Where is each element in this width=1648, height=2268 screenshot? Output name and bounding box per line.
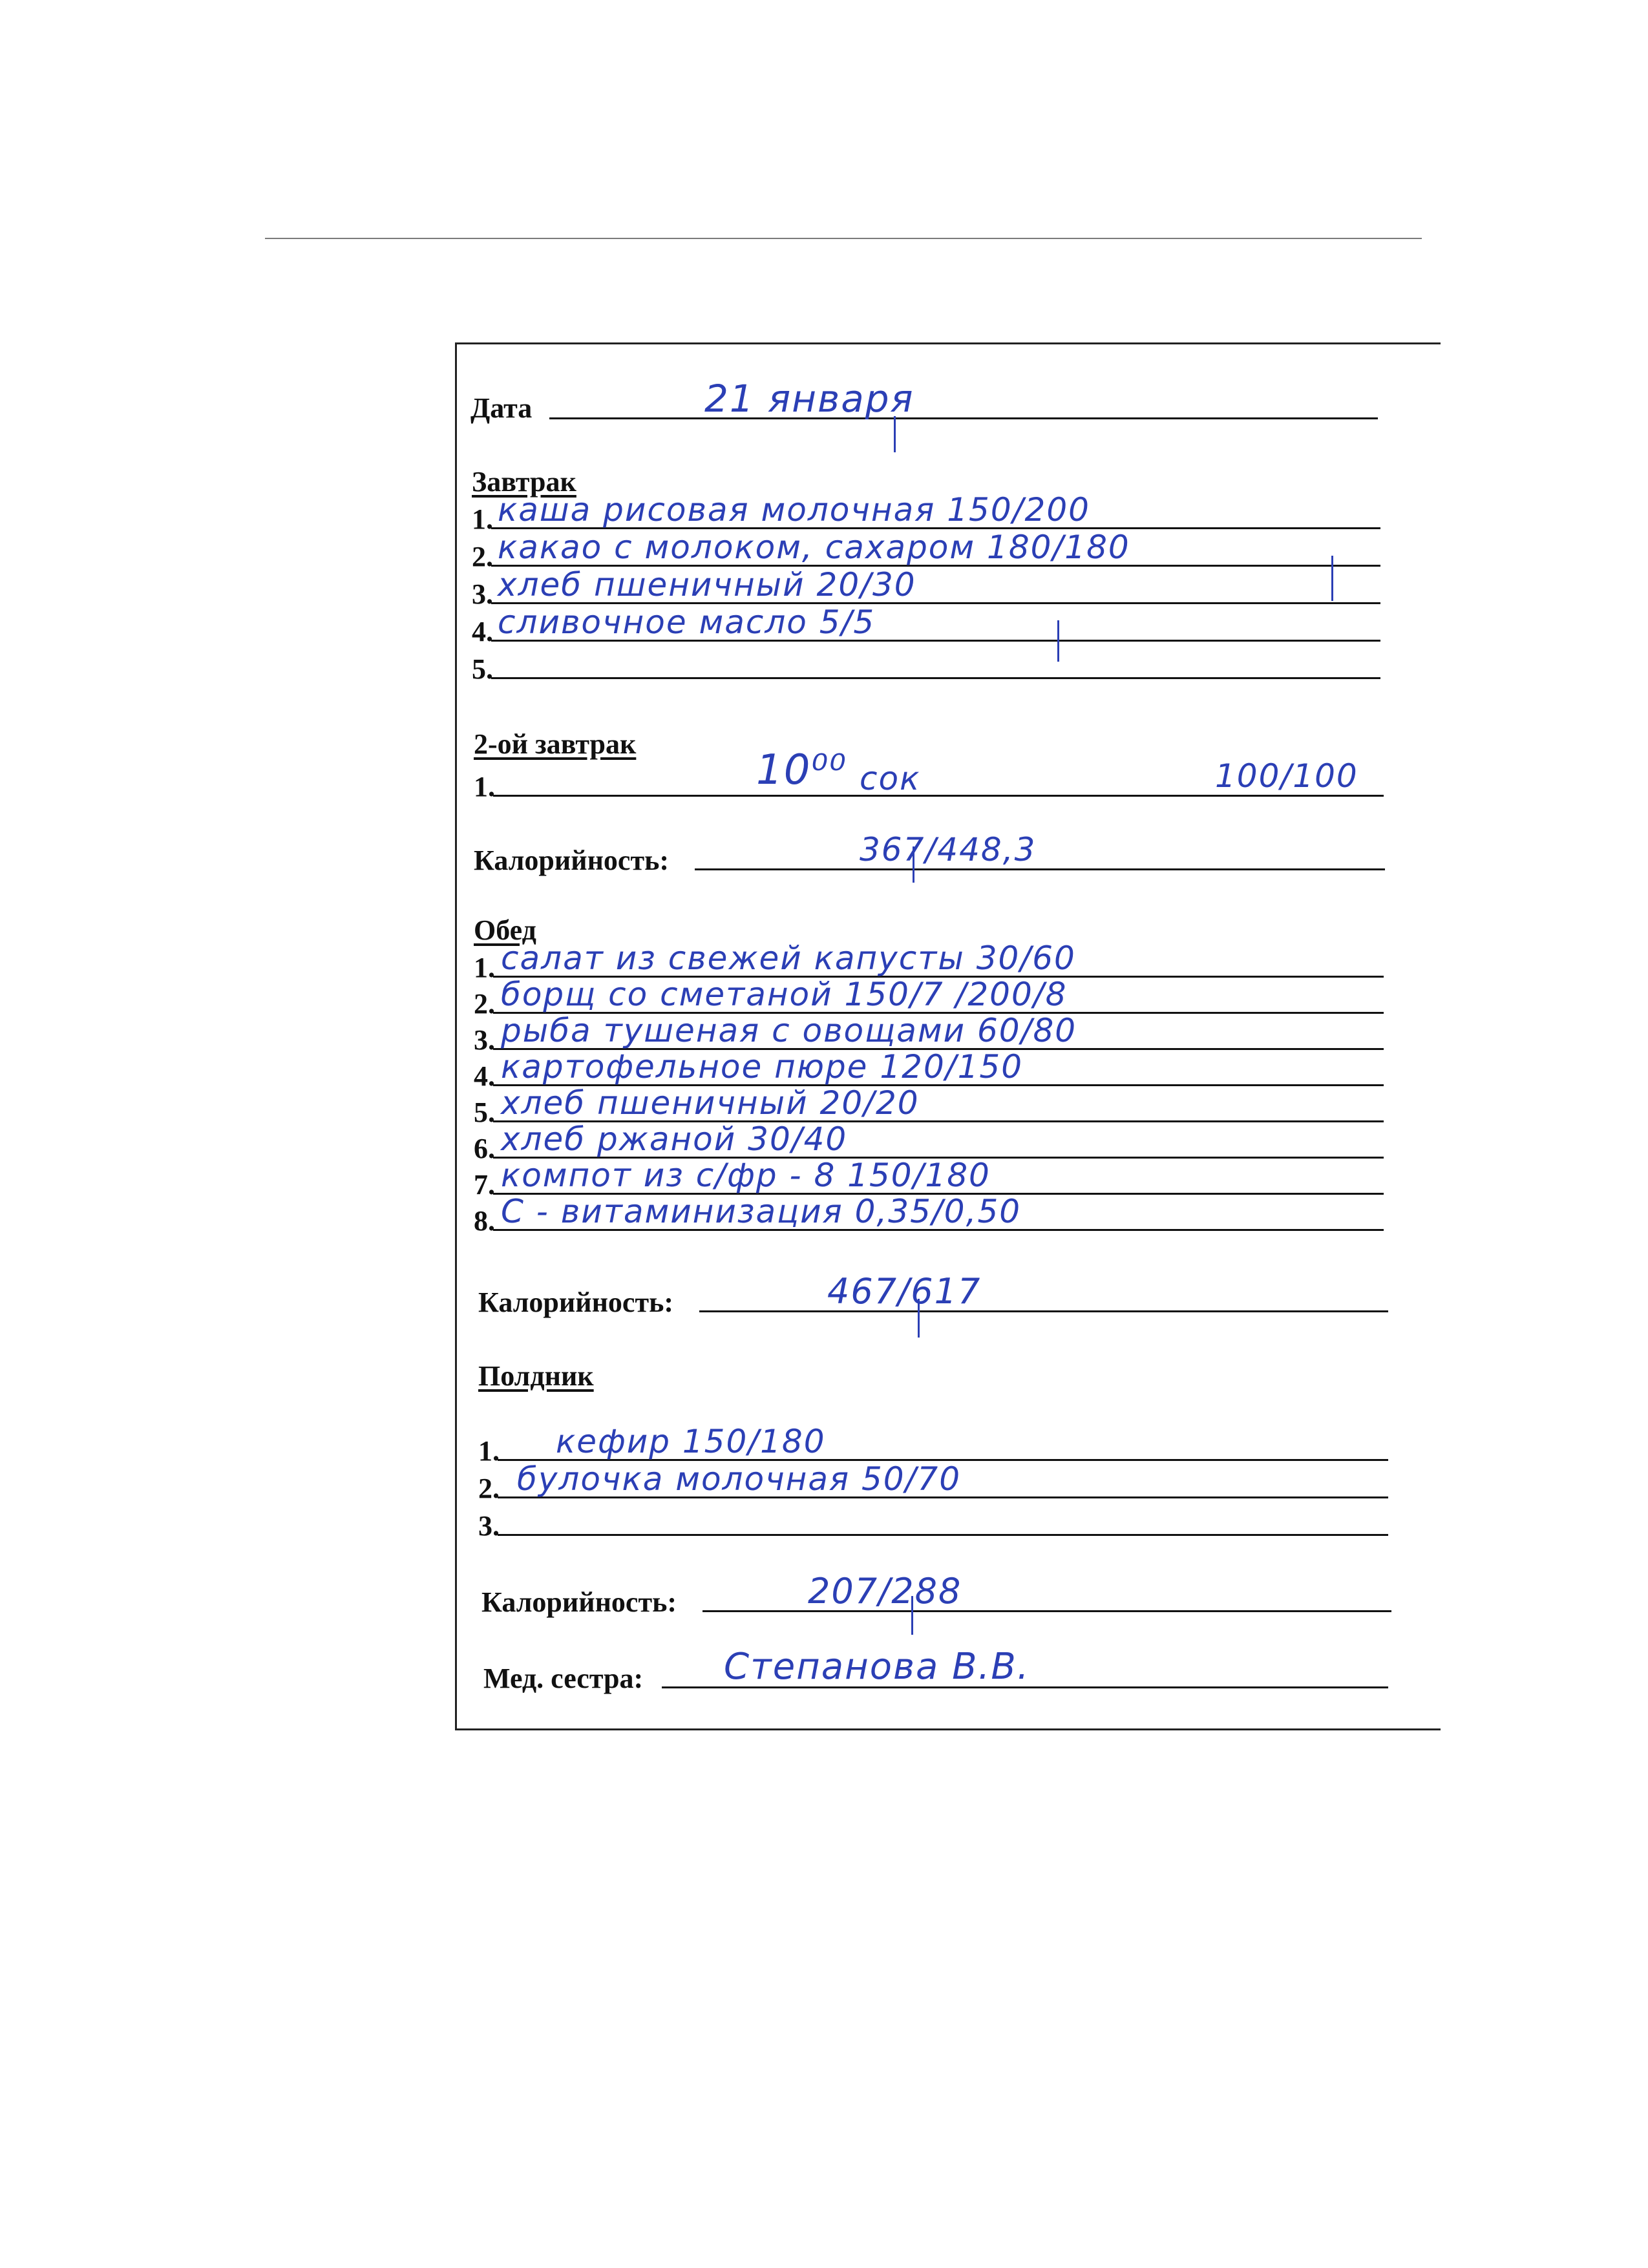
lunch-row-8-num: 8. bbox=[474, 1205, 495, 1237]
ink-mark bbox=[894, 416, 896, 452]
breakfast-title: Завтрак bbox=[472, 466, 576, 498]
calories-2-line bbox=[699, 1310, 1388, 1312]
snack-row-3-line bbox=[498, 1534, 1388, 1536]
breakfast-row-3-num: 3. bbox=[472, 578, 493, 610]
lunch-row-8-value: С - витаминизация 0,35/0,50 bbox=[501, 1193, 1022, 1230]
snack-row-3-num: 3. bbox=[478, 1510, 500, 1542]
date-label: Дата bbox=[470, 392, 533, 424]
ink-mark bbox=[918, 1299, 920, 1338]
second-breakfast-item: сок bbox=[860, 760, 921, 797]
calories-1-line bbox=[695, 868, 1385, 870]
snack-row-1-value: кефир 150/180 bbox=[556, 1423, 826, 1460]
lunch-row-7-num: 7. bbox=[474, 1169, 495, 1201]
calories-2-value: 467/617 bbox=[827, 1271, 982, 1312]
snack-row-2-value: булочка молочная 50/70 bbox=[517, 1460, 962, 1498]
lunch-row-3-num: 3. bbox=[474, 1024, 495, 1056]
breakfast-row-4-value: сливочное масло 5/5 bbox=[498, 604, 876, 641]
calories-1-value: 367/448,3 bbox=[860, 831, 1037, 868]
calories-3-value: 207/288 bbox=[808, 1571, 962, 1612]
lunch-row-1-value: салат из свежей капусты 30/60 bbox=[501, 940, 1076, 977]
second-breakfast-row-1-line bbox=[493, 795, 1384, 797]
ink-mark bbox=[1331, 556, 1333, 601]
ink-mark bbox=[1057, 620, 1059, 662]
breakfast-row-1-num: 1. bbox=[472, 503, 493, 535]
breakfast-row-5-num: 5. bbox=[472, 653, 493, 685]
second-breakfast-time: 10⁰⁰ bbox=[756, 746, 847, 794]
lunch-row-6-value: хлеб ржаной 30/40 bbox=[501, 1120, 848, 1158]
calories-1-label: Калорийность: bbox=[474, 845, 669, 876]
lunch-row-1-num: 1. bbox=[474, 952, 495, 983]
calories-2-label: Калорийность: bbox=[478, 1286, 673, 1318]
second-breakfast-title: 2-ой завтрак bbox=[474, 728, 637, 760]
breakfast-row-5-line bbox=[491, 677, 1380, 679]
lunch-row-5-value: хлеб пшеничный 20/20 bbox=[501, 1084, 920, 1122]
ink-mark bbox=[913, 846, 914, 883]
calories-3-line bbox=[703, 1610, 1391, 1612]
lunch-row-2-value: борщ со сметаной 150/7 /200/8 bbox=[501, 976, 1068, 1013]
snack-row-1-num: 1. bbox=[478, 1435, 500, 1467]
lunch-row-6-num: 6. bbox=[474, 1133, 495, 1164]
ink-mark bbox=[911, 1596, 913, 1635]
lunch-row-4-num: 4. bbox=[474, 1060, 495, 1092]
lunch-row-7-value: компот из с/фр - 8 150/180 bbox=[501, 1157, 991, 1194]
lunch-row-5-num: 5. bbox=[474, 1097, 495, 1128]
breakfast-row-3-value: хлеб пшеничный 20/30 bbox=[498, 566, 916, 604]
calories-3-label: Калорийность: bbox=[481, 1586, 677, 1618]
nurse-label: Мед. сестра: bbox=[483, 1663, 644, 1694]
snack-title: Полдник bbox=[478, 1360, 594, 1392]
nurse-signature: Степанова В.В. bbox=[724, 1646, 1030, 1688]
snack-row-2-num: 2. bbox=[478, 1473, 500, 1504]
top-rule bbox=[265, 238, 1422, 239]
date-underline bbox=[549, 417, 1378, 419]
lunch-row-3-value: рыба тушеная с овощами 60/80 bbox=[501, 1012, 1077, 1049]
breakfast-row-2-num: 2. bbox=[472, 541, 493, 572]
breakfast-row-2-value: какао с молоком, сахаром 180/180 bbox=[498, 529, 1130, 566]
lunch-row-4-value: картофельное пюре 120/150 bbox=[501, 1048, 1024, 1086]
date-value: 21 января bbox=[704, 377, 914, 421]
breakfast-row-1-value: каша рисовая молочная 150/200 bbox=[498, 491, 1090, 529]
lunch-title: Обед bbox=[474, 914, 536, 946]
lunch-row-2-num: 2. bbox=[474, 988, 495, 1020]
breakfast-row-4-num: 4. bbox=[472, 616, 493, 647]
second-breakfast-portion: 100/100 bbox=[1215, 757, 1358, 795]
second-breakfast-row-1-num: 1. bbox=[474, 771, 495, 803]
